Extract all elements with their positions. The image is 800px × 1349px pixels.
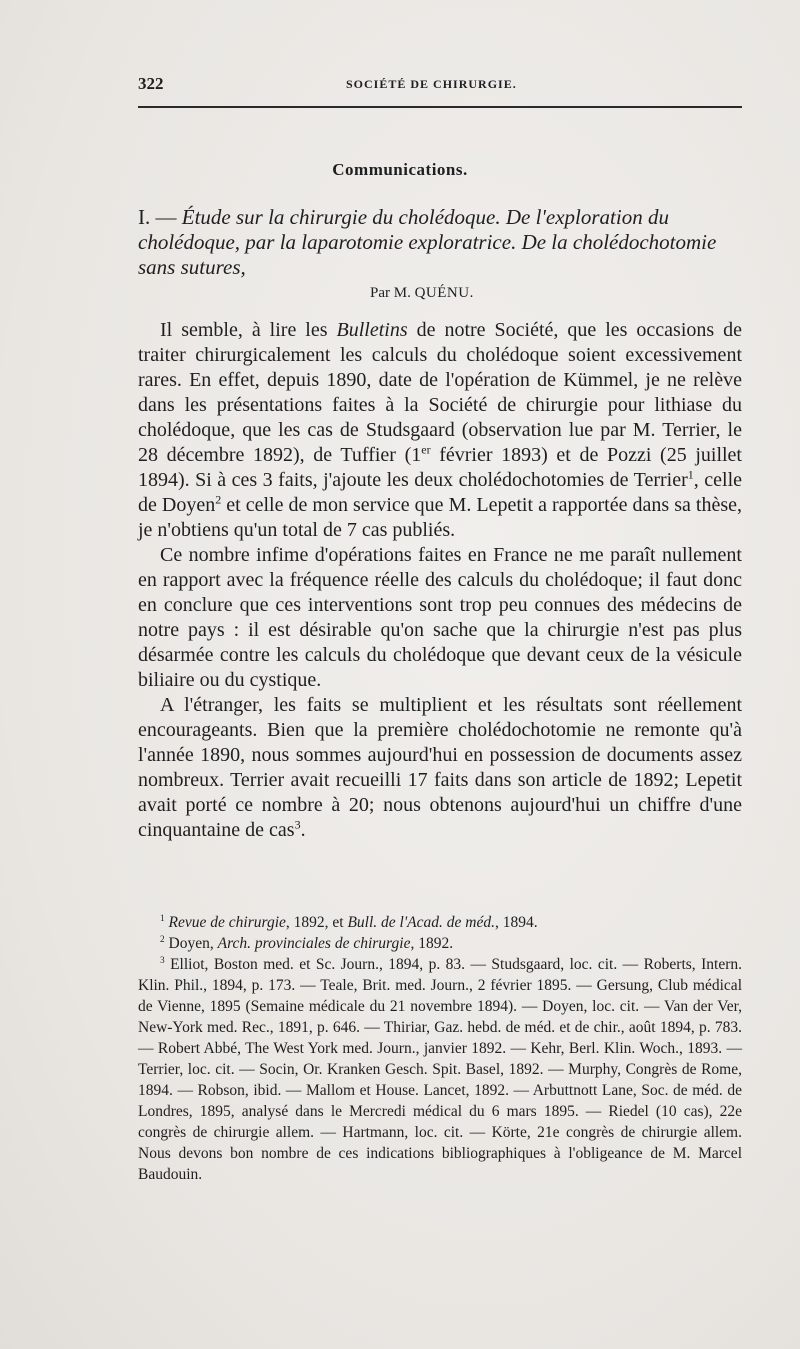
page-number: 322: [138, 74, 164, 93]
section-title: Communications.: [332, 160, 468, 179]
footnote-ref: 1: [687, 467, 694, 482]
text-run: Arch. provinciales de chirurgie: [217, 935, 411, 952]
article-number: I. —: [138, 205, 177, 229]
text-run: Elliot, Boston med. et Sc. Journ., 1894, p. 83. — Studsgaard, loc. cit. — Roberts, Intern. Klin. Phil., 1894, p. 173. — Teale, Brit. med. Journ., 2 février 1895. — Gersung, Club médical de Vienne, 1895 (Semaine médicale du 21 novembre 1894). — Doyen, loc. cit. — Van der Ver, New-York med. Rec., 1891, p. 646. — Thiriar, Gaz. hebd. de méd. et de chir., août 1894, p. 783. — Robert Abbé, The West York med. Journ., janvier 1892. — Kehr, Berl. Klin. Woch., 1893. — Terrier, loc. cit. — Socin, Or. Kranken Gesch. Spit. Basel, 1892. — Murphy, Congrès de Rome, 1894. — Robson, ibid. — Mallom et House. Lancet, 1892. — Arbuttnott Lane, Soc. de méd. de Londres, 1895, analysé dans le Mercredi médical du 6 mars 1895. — Riedel (10 cas), 22e congrès de chirurgie allem. — Hartmann, loc. cit. — Körte, 21e congrès de chirurgie allem. Nous devons bon nombre de ces indications bibliographiques à l'obligeance de M. Marcel Baudouin.: [138, 956, 742, 1183]
text-run: , 1894.: [494, 914, 538, 931]
footnote: [138, 933, 742, 954]
text-run: Doyen,: [168, 935, 218, 952]
text-run: et celle de mon service que M. Lepetit a rapportée dans sa thèse, je n'obtiens qu'un total de 7 cas publiés.: [138, 494, 742, 541]
text-run: A l'étranger, les faits se multiplient et les résultats sont réellement encourageants. Bien que la première cholédochotomie ne remonte qu'à l'année 1890, nous sommes aujourd'hui en possession de documents assez nombreux. Terrier avait recueilli 17 faits dans son article de 1892; Lepetit avait porté ce nombre à 20; nous obtenons aujourd'hui un chiffre d'une cinquantaine de cas: [138, 694, 742, 841]
text-run: Il semble, à lire les: [160, 319, 328, 341]
footnote-mark: 1: [160, 913, 165, 924]
text-run: Revue de chirurgie: [168, 914, 286, 931]
superscript: er: [421, 442, 431, 457]
text-run: , celle de Doyen: [138, 469, 743, 516]
text-run: février 1893) et de Pozzi (25 juillet 1894). Si à ces 3 faits, j'ajoute les deux cholédochotomies de Terrier: [138, 444, 742, 491]
footnotes: [138, 912, 742, 1185]
text-run: , 1892, et: [285, 914, 348, 931]
header-rule: [138, 106, 742, 108]
text-run: Bulletins: [336, 319, 408, 341]
article-heading: [138, 205, 758, 280]
text-run: Bull. de l'Acad. de méd.: [347, 914, 495, 931]
footnote-ref: 3: [294, 817, 301, 832]
page-header: [138, 74, 742, 96]
footnote-mark: 3: [160, 955, 165, 966]
article-body: [138, 318, 742, 843]
footnote-mark: 2: [160, 934, 165, 945]
footnote: [138, 954, 742, 1185]
footnote-ref: 2: [215, 492, 222, 507]
article-title: Étude sur la chirurgie du cholédoque. De l'exploration du cholédoque, par la laparotomie exploratrice. De la cholédochotomie sans sutures,: [138, 205, 717, 279]
paragraph: Ce nombre infime d'opérations faites en France ne me paraît nullement en rapport avec la fréquence réelle des calculs du cholédoque; il faut donc en conclure que ces interventions sont trop peu connues des médecins de notre pays : il est désirable qu'on sache que la chirurgie n'est pas plus désarmée contre les calculs du cholédoque que devant ceux de la vésicule biliaire ou du cystique.: [138, 544, 742, 691]
author-name: QUÉNU.: [414, 285, 474, 301]
article-byline: [370, 285, 474, 302]
footnote: [138, 912, 742, 933]
paragraph: [138, 693, 742, 843]
byline-prefix: Par M.: [370, 285, 411, 301]
text-run: de notre Société, que les occasions de traiter chirurgicalement les calculs du cholédoque soient excessivement rares. En effet, depuis 1890, date de l'opération de Kümmel, je ne relève dans les présentations faites à la Société de chirurgie pour lithiase du cholédoque, que les cas de Studsgaard (observation lue par M. Terrier, le 28 décembre 1892), de Tuffier (1: [138, 319, 743, 466]
paragraph: [138, 318, 742, 543]
running-title: SOCIÉTÉ DE CHIRURGIE.: [346, 77, 517, 91]
text-run: .: [300, 819, 306, 841]
text-run: , 1892.: [410, 935, 454, 952]
